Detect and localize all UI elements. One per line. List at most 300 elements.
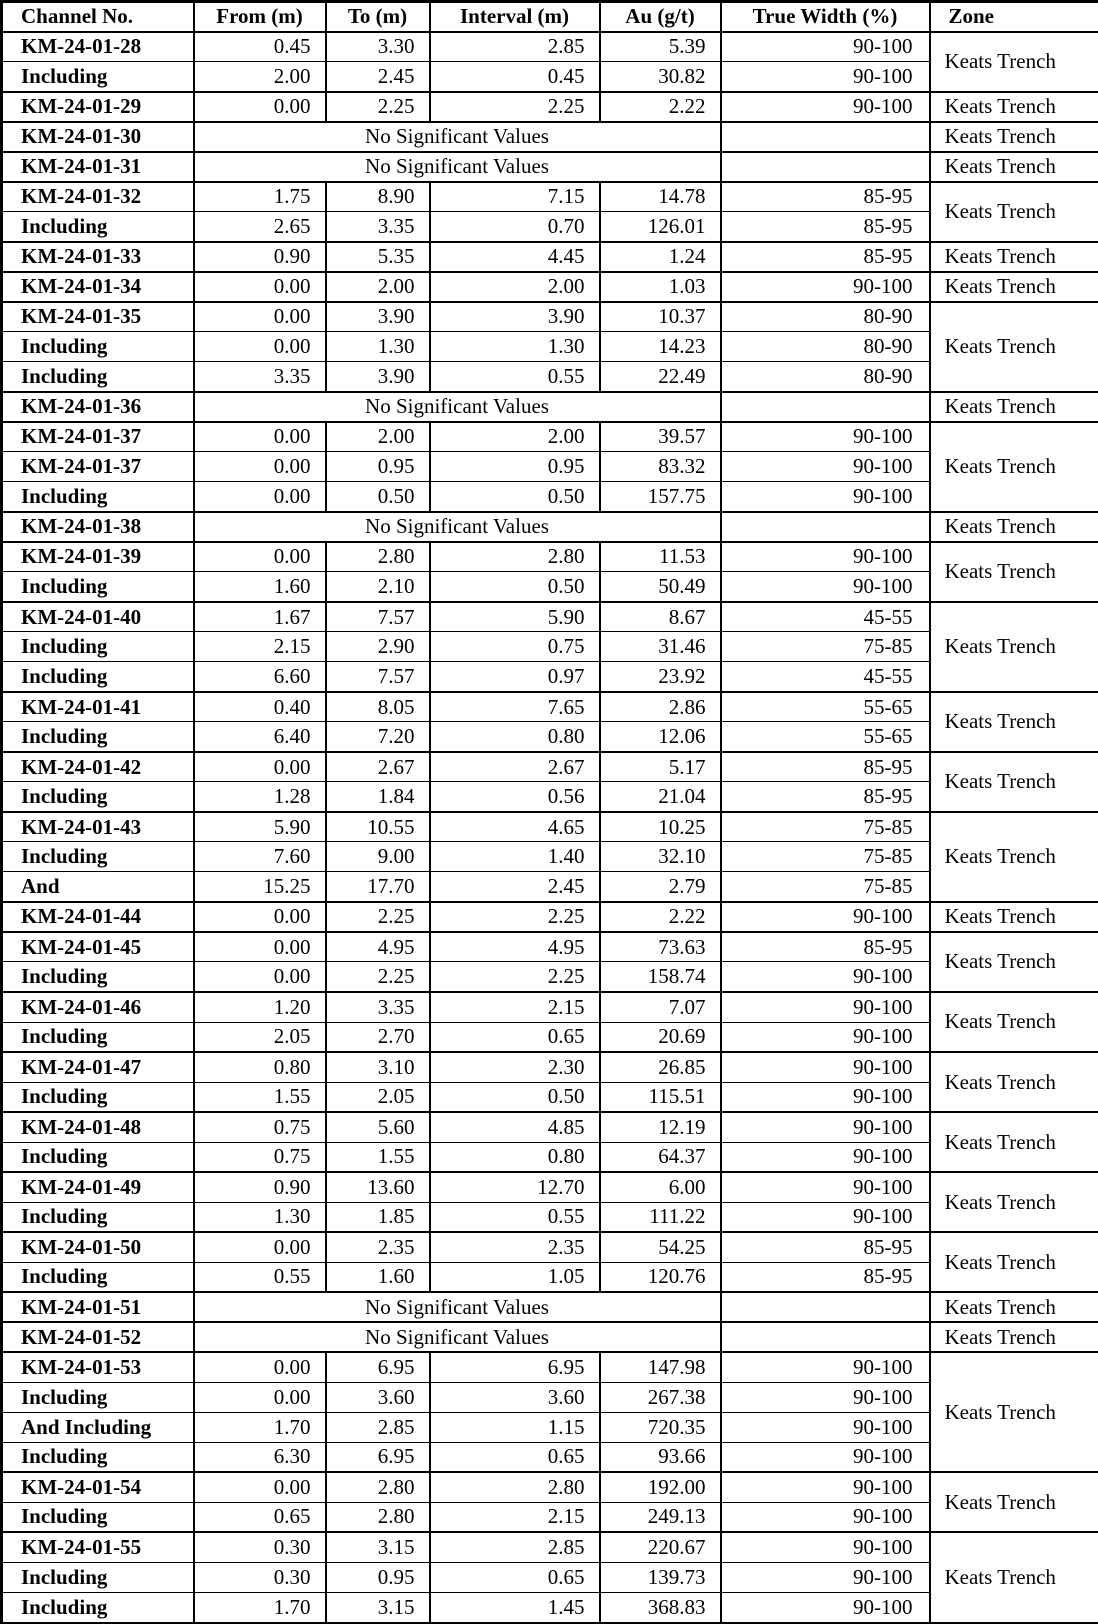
true-width-cell: 85-95 (721, 752, 930, 782)
to-cell: 7.20 (326, 722, 430, 752)
from-cell: 1.70 (194, 1592, 326, 1623)
true-width-cell: 90-100 (721, 572, 930, 602)
au-cell: 2.79 (600, 872, 721, 902)
channel-cell: KM-24-01-32 (2, 182, 194, 212)
au-cell: 249.13 (600, 1502, 721, 1532)
au-cell: 21.04 (600, 782, 721, 812)
to-cell: 4.95 (326, 932, 430, 962)
interval-cell: 2.30 (430, 1052, 600, 1082)
zone-cell: Keats Trench (930, 152, 1098, 182)
au-cell: 93.66 (600, 1442, 721, 1472)
true-width-cell (721, 152, 930, 182)
zone-cell: Keats Trench (930, 1172, 1098, 1232)
table-body (2, 32, 1098, 1624)
table-row (2, 92, 1098, 122)
true-width-cell: 90-100 (721, 452, 930, 482)
to-cell: 3.60 (326, 1382, 430, 1412)
channel-cell: KM-24-01-37 (2, 452, 194, 482)
true-width-cell: 90-100 (721, 1472, 930, 1502)
from-cell: 0.90 (194, 1172, 326, 1202)
interval-cell: 0.75 (430, 632, 600, 662)
to-cell: 2.00 (326, 422, 430, 452)
to-cell: 6.95 (326, 1442, 430, 1472)
au-cell: 220.67 (600, 1532, 721, 1562)
true-width-cell: 90-100 (721, 272, 930, 302)
true-width-cell: 90-100 (721, 482, 930, 512)
channel-cell: Including (2, 1262, 194, 1292)
to-cell: 2.10 (326, 572, 430, 602)
no-significant-values-cell: No Significant Values (194, 122, 721, 152)
to-cell: 3.90 (326, 362, 430, 392)
interval-cell: 1.30 (430, 332, 600, 362)
interval-cell: 4.85 (430, 1112, 600, 1142)
channel-cell: KM-24-01-45 (2, 932, 194, 962)
column-header-au: Au (g/t) (600, 2, 721, 32)
au-cell: 126.01 (600, 212, 721, 242)
true-width-cell: 85-95 (721, 212, 930, 242)
from-cell: 2.15 (194, 632, 326, 662)
from-cell: 0.00 (194, 1232, 326, 1262)
zone-cell: Keats Trench (930, 812, 1098, 902)
table-row (2, 752, 1098, 782)
true-width-cell: 55-65 (721, 722, 930, 752)
to-cell: 3.35 (326, 212, 430, 242)
from-cell: 0.00 (194, 422, 326, 452)
zone-cell: Keats Trench (930, 1232, 1098, 1292)
from-cell: 2.00 (194, 62, 326, 92)
from-cell: 0.75 (194, 1142, 326, 1172)
column-header-to: To (m) (326, 2, 430, 32)
interval-cell: 0.50 (430, 482, 600, 512)
table-row (2, 812, 1098, 842)
zone-cell: Keats Trench (930, 752, 1098, 812)
from-cell: 0.80 (194, 1052, 326, 1082)
au-cell: 20.69 (600, 1022, 721, 1052)
channel-cell: Including (2, 482, 194, 512)
interval-cell: 7.65 (430, 692, 600, 722)
true-width-cell: 45-55 (721, 662, 930, 692)
table-row (2, 932, 1098, 962)
channel-cell: Including (2, 842, 194, 872)
from-cell: 0.55 (194, 1262, 326, 1292)
interval-cell: 12.70 (430, 1172, 600, 1202)
channel-cell: Including (2, 1562, 194, 1592)
from-cell: 2.65 (194, 212, 326, 242)
zone-cell: Keats Trench (930, 122, 1098, 152)
from-cell: 6.40 (194, 722, 326, 752)
interval-cell: 0.70 (430, 212, 600, 242)
table-row (2, 1532, 1098, 1562)
channel-cell: KM-24-01-49 (2, 1172, 194, 1202)
zone-cell: Keats Trench (930, 392, 1098, 422)
from-cell: 2.05 (194, 1022, 326, 1052)
to-cell: 2.25 (326, 902, 430, 932)
column-header-channel: Channel No. (2, 2, 194, 32)
true-width-cell: 90-100 (721, 92, 930, 122)
interval-cell: 2.25 (430, 92, 600, 122)
to-cell: 3.30 (326, 32, 430, 62)
interval-cell: 4.65 (430, 812, 600, 842)
table-header (2, 2, 1098, 32)
table-row (2, 902, 1098, 932)
from-cell: 0.45 (194, 32, 326, 62)
zone-cell: Keats Trench (930, 1472, 1098, 1532)
channel-cell: KM-24-01-47 (2, 1052, 194, 1082)
from-cell: 0.30 (194, 1532, 326, 1562)
table-row (2, 542, 1098, 572)
table-row (2, 32, 1098, 62)
to-cell: 3.90 (326, 302, 430, 332)
true-width-cell: 85-95 (721, 242, 930, 272)
au-cell: 54.25 (600, 1232, 721, 1262)
channel-cell: KM-24-01-31 (2, 152, 194, 182)
channel-cell: KM-24-01-51 (2, 1292, 194, 1322)
to-cell: 2.80 (326, 1472, 430, 1502)
zone-cell: Keats Trench (930, 1532, 1098, 1623)
au-cell: 7.07 (600, 992, 721, 1022)
interval-cell: 0.50 (430, 572, 600, 602)
channel-cell: KM-24-01-42 (2, 752, 194, 782)
au-cell: 2.22 (600, 902, 721, 932)
from-cell: 0.00 (194, 92, 326, 122)
true-width-cell: 75-85 (721, 872, 930, 902)
table-row (2, 1352, 1098, 1382)
zone-cell: Keats Trench (930, 1112, 1098, 1172)
from-cell: 0.00 (194, 932, 326, 962)
interval-cell: 2.00 (430, 422, 600, 452)
channel-cell: Including (2, 1022, 194, 1052)
to-cell: 17.70 (326, 872, 430, 902)
to-cell: 0.95 (326, 452, 430, 482)
zone-cell: Keats Trench (930, 902, 1098, 932)
true-width-cell: 90-100 (721, 422, 930, 452)
from-cell: 1.30 (194, 1202, 326, 1232)
channel-cell: Including (2, 212, 194, 242)
channel-cell: KM-24-01-50 (2, 1232, 194, 1262)
no-significant-values-cell: No Significant Values (194, 1322, 721, 1352)
true-width-cell: 90-100 (721, 62, 930, 92)
table-row (2, 1292, 1098, 1322)
true-width-cell (721, 392, 930, 422)
no-significant-values-cell: No Significant Values (194, 512, 721, 542)
to-cell: 13.60 (326, 1172, 430, 1202)
no-significant-values-cell: No Significant Values (194, 1292, 721, 1322)
to-cell: 7.57 (326, 602, 430, 632)
channel-cell: Including (2, 332, 194, 362)
true-width-cell: 85-95 (721, 1232, 930, 1262)
au-cell: 5.39 (600, 32, 721, 62)
from-cell: 15.25 (194, 872, 326, 902)
interval-cell: 0.80 (430, 722, 600, 752)
interval-cell: 2.45 (430, 872, 600, 902)
from-cell: 1.28 (194, 782, 326, 812)
interval-cell: 0.80 (430, 1142, 600, 1172)
table-row (2, 1322, 1098, 1352)
true-width-cell: 90-100 (721, 1082, 930, 1112)
au-cell: 12.19 (600, 1112, 721, 1142)
to-cell: 5.60 (326, 1112, 430, 1142)
to-cell: 6.95 (326, 1352, 430, 1382)
from-cell: 7.60 (194, 842, 326, 872)
au-cell: 22.49 (600, 362, 721, 392)
true-width-cell: 85-95 (721, 782, 930, 812)
true-width-cell: 80-90 (721, 332, 930, 362)
true-width-cell (721, 1292, 930, 1322)
to-cell: 2.25 (326, 962, 430, 992)
channel-cell: KM-24-01-39 (2, 542, 194, 572)
zone-cell: Keats Trench (930, 932, 1098, 992)
channel-cell: Including (2, 962, 194, 992)
interval-cell: 5.90 (430, 602, 600, 632)
to-cell: 8.90 (326, 182, 430, 212)
table-row (2, 272, 1098, 302)
channel-cell: Including (2, 1502, 194, 1532)
true-width-cell: 85-95 (721, 182, 930, 212)
au-cell: 50.49 (600, 572, 721, 602)
from-cell: 5.90 (194, 812, 326, 842)
channel-cell: And (2, 872, 194, 902)
table-row (2, 1112, 1098, 1142)
from-cell: 0.00 (194, 542, 326, 572)
from-cell: 1.60 (194, 572, 326, 602)
au-cell: 368.83 (600, 1592, 721, 1623)
zone-cell: Keats Trench (930, 602, 1098, 692)
au-cell: 12.06 (600, 722, 721, 752)
table-row (2, 692, 1098, 722)
au-cell: 6.00 (600, 1172, 721, 1202)
zone-cell: Keats Trench (930, 692, 1098, 752)
from-cell: 0.65 (194, 1502, 326, 1532)
from-cell: 0.00 (194, 302, 326, 332)
interval-cell: 1.40 (430, 842, 600, 872)
au-cell: 2.22 (600, 92, 721, 122)
true-width-cell: 90-100 (721, 1202, 930, 1232)
no-significant-values-cell: No Significant Values (194, 392, 721, 422)
true-width-cell: 90-100 (721, 1352, 930, 1382)
channel-cell: KM-24-01-35 (2, 302, 194, 332)
zone-cell: Keats Trench (930, 542, 1098, 602)
au-cell: 39.57 (600, 422, 721, 452)
column-header-from: From (m) (194, 2, 326, 32)
interval-cell: 2.15 (430, 992, 600, 1022)
au-cell: 2.86 (600, 692, 721, 722)
zone-cell: Keats Trench (930, 242, 1098, 272)
zone-cell: Keats Trench (930, 1052, 1098, 1112)
interval-cell: 2.80 (430, 542, 600, 572)
zone-cell: Keats Trench (930, 32, 1098, 92)
interval-cell: 3.90 (430, 302, 600, 332)
au-cell: 157.75 (600, 482, 721, 512)
from-cell: 0.00 (194, 1352, 326, 1382)
to-cell: 2.00 (326, 272, 430, 302)
au-cell: 73.63 (600, 932, 721, 962)
au-cell: 5.17 (600, 752, 721, 782)
to-cell: 0.95 (326, 1562, 430, 1592)
interval-cell: 3.60 (430, 1382, 600, 1412)
channel-cell: KM-24-01-29 (2, 92, 194, 122)
true-width-cell: 80-90 (721, 302, 930, 332)
true-width-cell: 90-100 (721, 992, 930, 1022)
column-header-zone: Zone (930, 2, 1098, 32)
au-cell: 31.46 (600, 632, 721, 662)
channel-cell: KM-24-01-28 (2, 32, 194, 62)
interval-cell: 2.80 (430, 1472, 600, 1502)
true-width-cell: 75-85 (721, 812, 930, 842)
interval-cell: 0.45 (430, 62, 600, 92)
from-cell: 6.30 (194, 1442, 326, 1472)
table-row (2, 602, 1098, 632)
channel-cell: Including (2, 722, 194, 752)
channel-cell: Including (2, 1082, 194, 1112)
channel-cell: KM-24-01-33 (2, 242, 194, 272)
interval-cell: 1.15 (430, 1412, 600, 1442)
interval-cell: 2.15 (430, 1502, 600, 1532)
to-cell: 0.50 (326, 482, 430, 512)
from-cell: 0.00 (194, 1382, 326, 1412)
au-cell: 158.74 (600, 962, 721, 992)
channel-cell: Including (2, 572, 194, 602)
true-width-cell: 75-85 (721, 632, 930, 662)
from-cell: 1.75 (194, 182, 326, 212)
au-cell: 11.53 (600, 542, 721, 572)
zone-cell: Keats Trench (930, 182, 1098, 242)
to-cell: 2.80 (326, 542, 430, 572)
interval-cell: 0.55 (430, 1202, 600, 1232)
from-cell: 0.00 (194, 902, 326, 932)
interval-cell: 0.55 (430, 362, 600, 392)
interval-cell: 2.85 (430, 1532, 600, 1562)
zone-cell: Keats Trench (930, 1292, 1098, 1322)
table-row (2, 1052, 1098, 1082)
channel-cell: Including (2, 632, 194, 662)
au-cell: 23.92 (600, 662, 721, 692)
true-width-cell: 90-100 (721, 1022, 930, 1052)
interval-cell: 2.85 (430, 32, 600, 62)
channel-cell: KM-24-01-40 (2, 602, 194, 632)
true-width-cell (721, 512, 930, 542)
channel-cell: Including (2, 1142, 194, 1172)
from-cell: 0.00 (194, 452, 326, 482)
to-cell: 1.85 (326, 1202, 430, 1232)
channel-cell: KM-24-01-54 (2, 1472, 194, 1502)
table-row (2, 152, 1098, 182)
to-cell: 2.67 (326, 752, 430, 782)
true-width-cell: 90-100 (721, 1172, 930, 1202)
from-cell: 0.30 (194, 1562, 326, 1592)
channel-cell: Including (2, 782, 194, 812)
table-row (2, 392, 1098, 422)
column-header-interval: Interval (m) (430, 2, 600, 32)
channel-cell: KM-24-01-34 (2, 272, 194, 302)
true-width-cell: 90-100 (721, 1112, 930, 1142)
au-cell: 14.78 (600, 182, 721, 212)
true-width-cell: 90-100 (721, 1052, 930, 1082)
au-cell: 26.85 (600, 1052, 721, 1082)
true-width-cell: 90-100 (721, 1532, 930, 1562)
true-width-cell: 90-100 (721, 1442, 930, 1472)
au-cell: 30.82 (600, 62, 721, 92)
au-cell: 720.35 (600, 1412, 721, 1442)
to-cell: 7.57 (326, 662, 430, 692)
from-cell: 0.00 (194, 752, 326, 782)
au-cell: 267.38 (600, 1382, 721, 1412)
zone-cell: Keats Trench (930, 512, 1098, 542)
channel-cell: KM-24-01-30 (2, 122, 194, 152)
to-cell: 2.45 (326, 62, 430, 92)
zone-cell: Keats Trench (930, 422, 1098, 512)
channel-cell: KM-24-01-38 (2, 512, 194, 542)
zone-cell: Keats Trench (930, 1322, 1098, 1352)
interval-cell: 0.65 (430, 1562, 600, 1592)
au-cell: 10.37 (600, 302, 721, 332)
au-cell: 115.51 (600, 1082, 721, 1112)
from-cell: 0.00 (194, 482, 326, 512)
table-row (2, 512, 1098, 542)
to-cell: 1.84 (326, 782, 430, 812)
column-header-true-width: True Width (%) (721, 2, 930, 32)
interval-cell: 2.25 (430, 962, 600, 992)
au-cell: 1.03 (600, 272, 721, 302)
channel-cell: Including (2, 1382, 194, 1412)
channel-cell: KM-24-01-46 (2, 992, 194, 1022)
channel-cell: KM-24-01-48 (2, 1112, 194, 1142)
au-cell: 83.32 (600, 452, 721, 482)
interval-cell: 6.95 (430, 1352, 600, 1382)
from-cell: 0.90 (194, 242, 326, 272)
interval-cell: 2.35 (430, 1232, 600, 1262)
from-cell: 0.00 (194, 332, 326, 362)
true-width-cell: 90-100 (721, 1562, 930, 1592)
channel-cell: KM-24-01-44 (2, 902, 194, 932)
channel-cell: KM-24-01-43 (2, 812, 194, 842)
to-cell: 9.00 (326, 842, 430, 872)
interval-cell: 7.15 (430, 182, 600, 212)
true-width-cell (721, 1322, 930, 1352)
to-cell: 3.10 (326, 1052, 430, 1082)
channel-cell: KM-24-01-37 (2, 422, 194, 452)
au-cell: 120.76 (600, 1262, 721, 1292)
au-cell: 32.10 (600, 842, 721, 872)
zone-cell: Keats Trench (930, 272, 1098, 302)
from-cell: 0.00 (194, 962, 326, 992)
interval-cell: 4.95 (430, 932, 600, 962)
interval-cell: 1.05 (430, 1262, 600, 1292)
from-cell: 1.55 (194, 1082, 326, 1112)
to-cell: 2.85 (326, 1412, 430, 1442)
au-cell: 1.24 (600, 242, 721, 272)
true-width-cell: 90-100 (721, 1412, 930, 1442)
interval-cell: 0.95 (430, 452, 600, 482)
from-cell: 6.60 (194, 662, 326, 692)
interval-cell: 0.56 (430, 782, 600, 812)
true-width-cell: 55-65 (721, 692, 930, 722)
from-cell: 3.35 (194, 362, 326, 392)
table-row (2, 242, 1098, 272)
to-cell: 1.30 (326, 332, 430, 362)
au-cell: 111.22 (600, 1202, 721, 1232)
channel-cell: KM-24-01-52 (2, 1322, 194, 1352)
channel-cell: Including (2, 1592, 194, 1623)
au-cell: 192.00 (600, 1472, 721, 1502)
to-cell: 1.60 (326, 1262, 430, 1292)
table-row (2, 1172, 1098, 1202)
au-cell: 8.67 (600, 602, 721, 632)
au-cell: 139.73 (600, 1562, 721, 1592)
to-cell: 2.35 (326, 1232, 430, 1262)
true-width-cell: 90-100 (721, 902, 930, 932)
to-cell: 2.05 (326, 1082, 430, 1112)
au-cell: 14.23 (600, 332, 721, 362)
